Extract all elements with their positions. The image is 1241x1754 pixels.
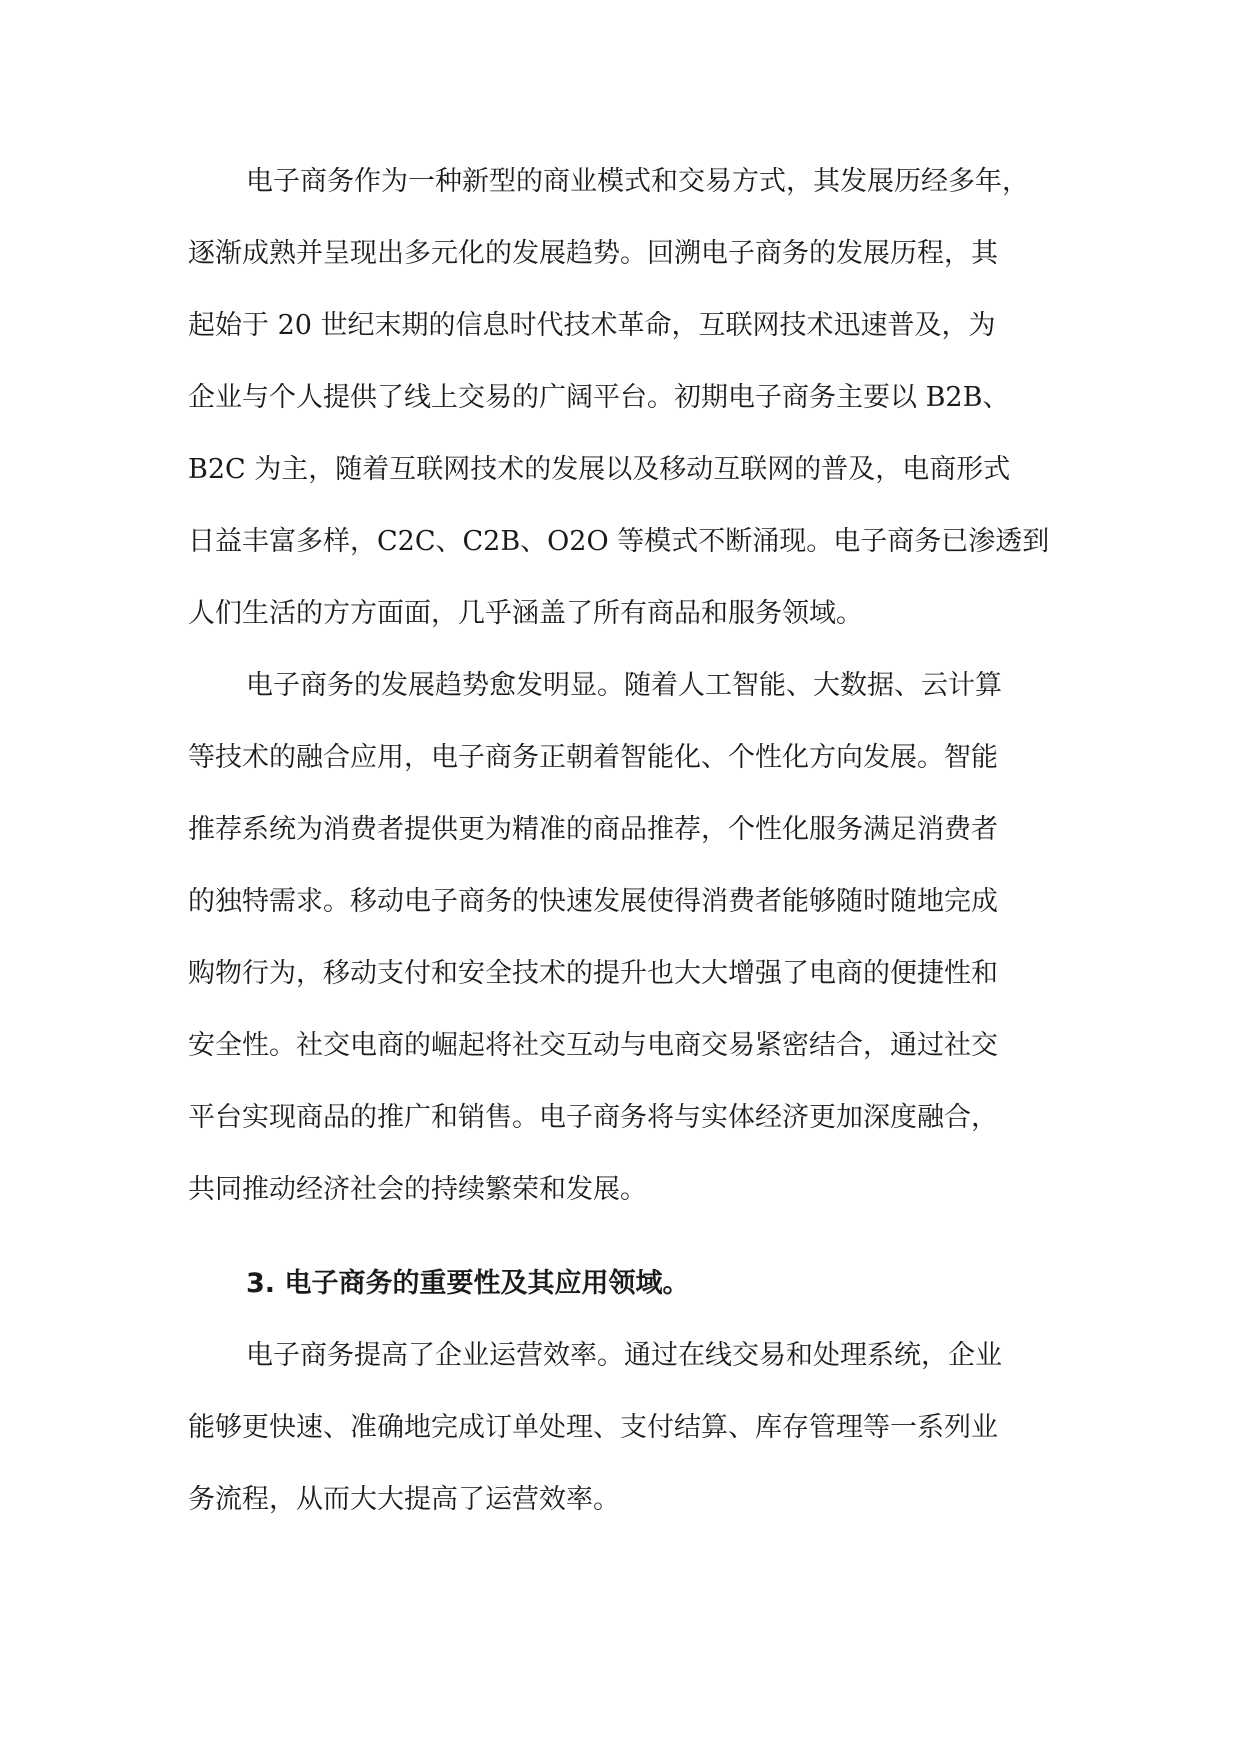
paragraph-line: 平台实现商品的推广和销售。电子商务将与实体经济更加深度融合，	[188, 1102, 998, 1133]
paragraph-line: 推荐系统为消费者提供更为精准的商品推荐，个性化服务满足消费者	[188, 814, 998, 845]
paragraph-line: 购物行为，移动支付和安全技术的提升也大大增强了电商的便捷性和	[188, 958, 998, 989]
document-body	[188, 146, 1088, 1536]
paragraph-line: 电子商务作为一种新型的商业模式和交易方式，其发展历经多年，	[246, 166, 1029, 197]
paragraph-history	[188, 146, 1088, 650]
paragraph-line: 务流程，从而大大提高了运营效率。	[188, 1484, 620, 1515]
paragraph-line: 逐渐成熟并呈现出多元化的发展趋势。回溯电子商务的发展历程，其	[188, 238, 998, 269]
paragraph-line: 企业与个人提供了线上交易的广阔平台。初期电子商务主要以 B2B、	[188, 382, 1010, 413]
paragraph-line: 能够更快速、准确地完成订单处理、支付结算、库存管理等一系列业	[188, 1412, 998, 1443]
paragraph-line: 电子商务的发展趋势愈发明显。随着人工智能、大数据、云计算	[246, 670, 1002, 701]
section-heading: 3. 电子商务的重要性及其应用领域。	[246, 1268, 690, 1299]
paragraph-line: 安全性。社交电商的崛起将社交互动与电商交易紧密结合，通过社交	[188, 1030, 998, 1061]
paragraph-line: 共同推动经济社会的持续繁荣和发展。	[188, 1174, 647, 1205]
paragraph-line: 日益丰富多样，C2C、C2B、O2O 等模式不断涌现。电子商务已渗透到	[188, 526, 1050, 557]
paragraph-line: 起始于 20 世纪末期的信息时代技术革命，互联网技术迅速普及，为	[188, 310, 996, 341]
paragraph-trends	[188, 650, 1088, 1226]
paragraph-line: 等技术的融合应用，电子商务正朝着智能化、个性化方向发展。智能	[188, 742, 998, 773]
paragraph-efficiency	[188, 1320, 1088, 1536]
paragraph-line: 电子商务提高了企业运营效率。通过在线交易和处理系统，企业	[246, 1340, 1002, 1371]
paragraph-line: B2C 为主，随着互联网技术的发展以及移动互联网的普及，电商形式	[188, 454, 1011, 485]
paragraph-line: 的独特需求。移动电子商务的快速发展使得消费者能够随时随地完成	[188, 886, 998, 917]
paragraph-line: 人们生活的方方面面，几乎涵盖了所有商品和服务领域。	[188, 598, 863, 629]
